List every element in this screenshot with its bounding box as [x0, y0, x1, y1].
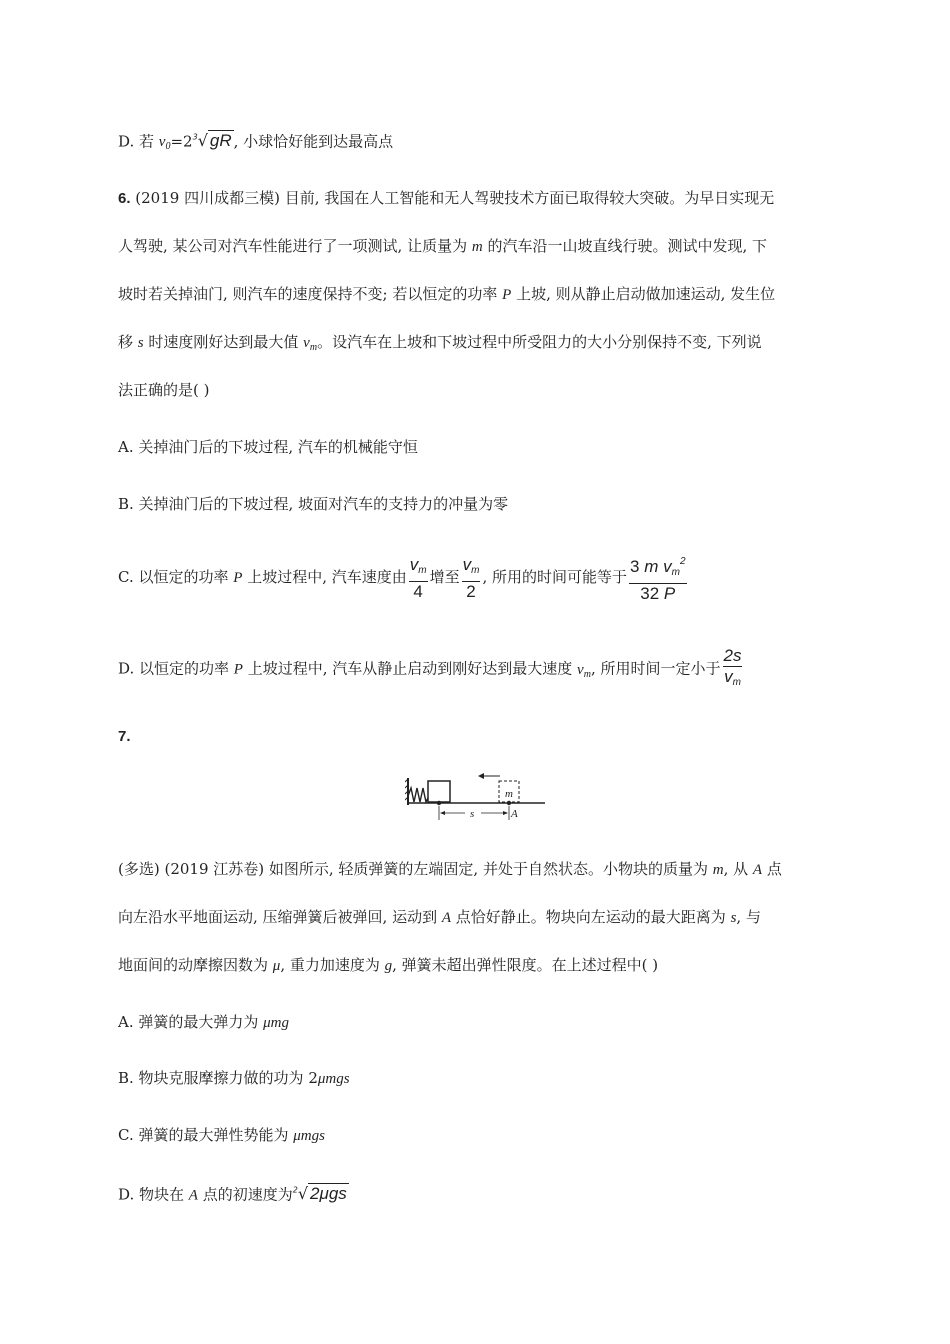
root-sign: $^3$√ [192, 131, 208, 151]
figure-svg [405, 772, 545, 822]
dim-arrow-right [503, 811, 508, 815]
q6-option-b: B. 关掉油门后的下坡过程, 坡面对汽车的支持力的冲量为零 [118, 495, 509, 513]
point-left [437, 801, 441, 805]
motion-arrow-head [478, 773, 484, 779]
q7-number-line [118, 726, 131, 747]
q6-stem-line-4: 移 s 时速度刚好达到最大值 $v_m$。设汽车在上坡和下坡过程中所受阻力的大小分别保持不变, 下列说 [118, 333, 762, 353]
q7-stem-line-2: 向左沿水平地面运动, 压缩弹簧后被弹回, 运动到 A 点恰好静止。物块向左运动的最大距离为 s, 与 [118, 908, 761, 926]
q6-option-d: D. 以恒定的功率 P 上坡过程中, 汽车从静止启动到刚好达到最大速度 $v_m$, 所用时间一定小于 $\frac{2s}{v_m}$ [118, 646, 744, 693]
question-number: 7. [118, 728, 131, 745]
root-sign: $^2$√ [292, 1184, 309, 1204]
q5-option-d: D. 若 $v_0=2^3√$ gR , 小球恰好能到达最高点 [118, 131, 394, 153]
dim-arrow-left [440, 811, 445, 815]
q7-stem-line-3: 地面间的动摩擦因数为 μ, 重力加速度为 g, 弹簧未超出弹性限度。在上述过程中( ) [118, 956, 659, 974]
q7-option-d: D. 物块在 A 点的初速度为$^2$√ 2μgs [118, 1184, 347, 1204]
fraction-vm-over-4: $\frac{v_m}{4}$ [409, 554, 427, 601]
spring [408, 788, 429, 802]
spring-block-figure [405, 772, 545, 826]
label-s: s [470, 808, 475, 820]
q7-stem-line-1: (多选) (2019 江苏卷) 如图所示, 轻质弹簧的左端固定, 并处于自然状态。小物块的质量为 m, 从 A 点 [118, 860, 782, 878]
label-a: A [511, 808, 518, 820]
q7-option-b: B. 物块克服摩擦力做的功为 2μmgs [118, 1069, 350, 1087]
label-m: m [505, 788, 513, 800]
fraction-3mvm2-over-32p: $\frac{3 m v_m^2}{32 P}$ [629, 552, 687, 604]
q6-stem-line-3: 坡时若关掉油门, 则汽车的速度保持不变; 若以恒定的功率 P 上坡, 则从静止启动做加速运动, 发生位 [118, 285, 776, 303]
q6-option-c: C. 以恒定的功率 P 上坡过程中, 汽车速度由 $\frac{v_m}{4}$ 增至 $\frac{v_m}{2}$ , 所用的时间可能等于 $\frac{3 m v_m^2}{32 P}$ [118, 552, 689, 604]
point-a [507, 801, 511, 805]
question-number: 6. [118, 190, 131, 207]
q6-option-a: A. 关掉油门后的下坡过程, 汽车的机械能守恒 [118, 438, 418, 456]
q6-stem-line-2: 人驾驶, 某公司对汽车性能进行了一项测试, 让质量为 m 的汽车沿一山坡直线行驶。测试中发现, 下 [118, 237, 767, 255]
v0-symbol: $v_0$ [158, 134, 171, 153]
q6-stem-line-1: 6. (2019 四川成都三模) 目前, 我国在人工智能和无人驾驶技术方面已取得较大突破。为早日实现无 [118, 189, 775, 207]
q7-option-a: A. 弹簧的最大弹力为 μmg [118, 1013, 290, 1031]
block-solid [428, 781, 450, 802]
fraction-vm-over-2: $\frac{v_m}{2}$ [462, 554, 480, 601]
fraction-2s-over-vm: $\frac{2s}{v_m}$ [723, 646, 742, 688]
q6-stem-line-5: 法正确的是( ) [118, 381, 210, 399]
q7-option-c: C. 弹簧的最大弹性势能为 μmgs [118, 1126, 325, 1144]
